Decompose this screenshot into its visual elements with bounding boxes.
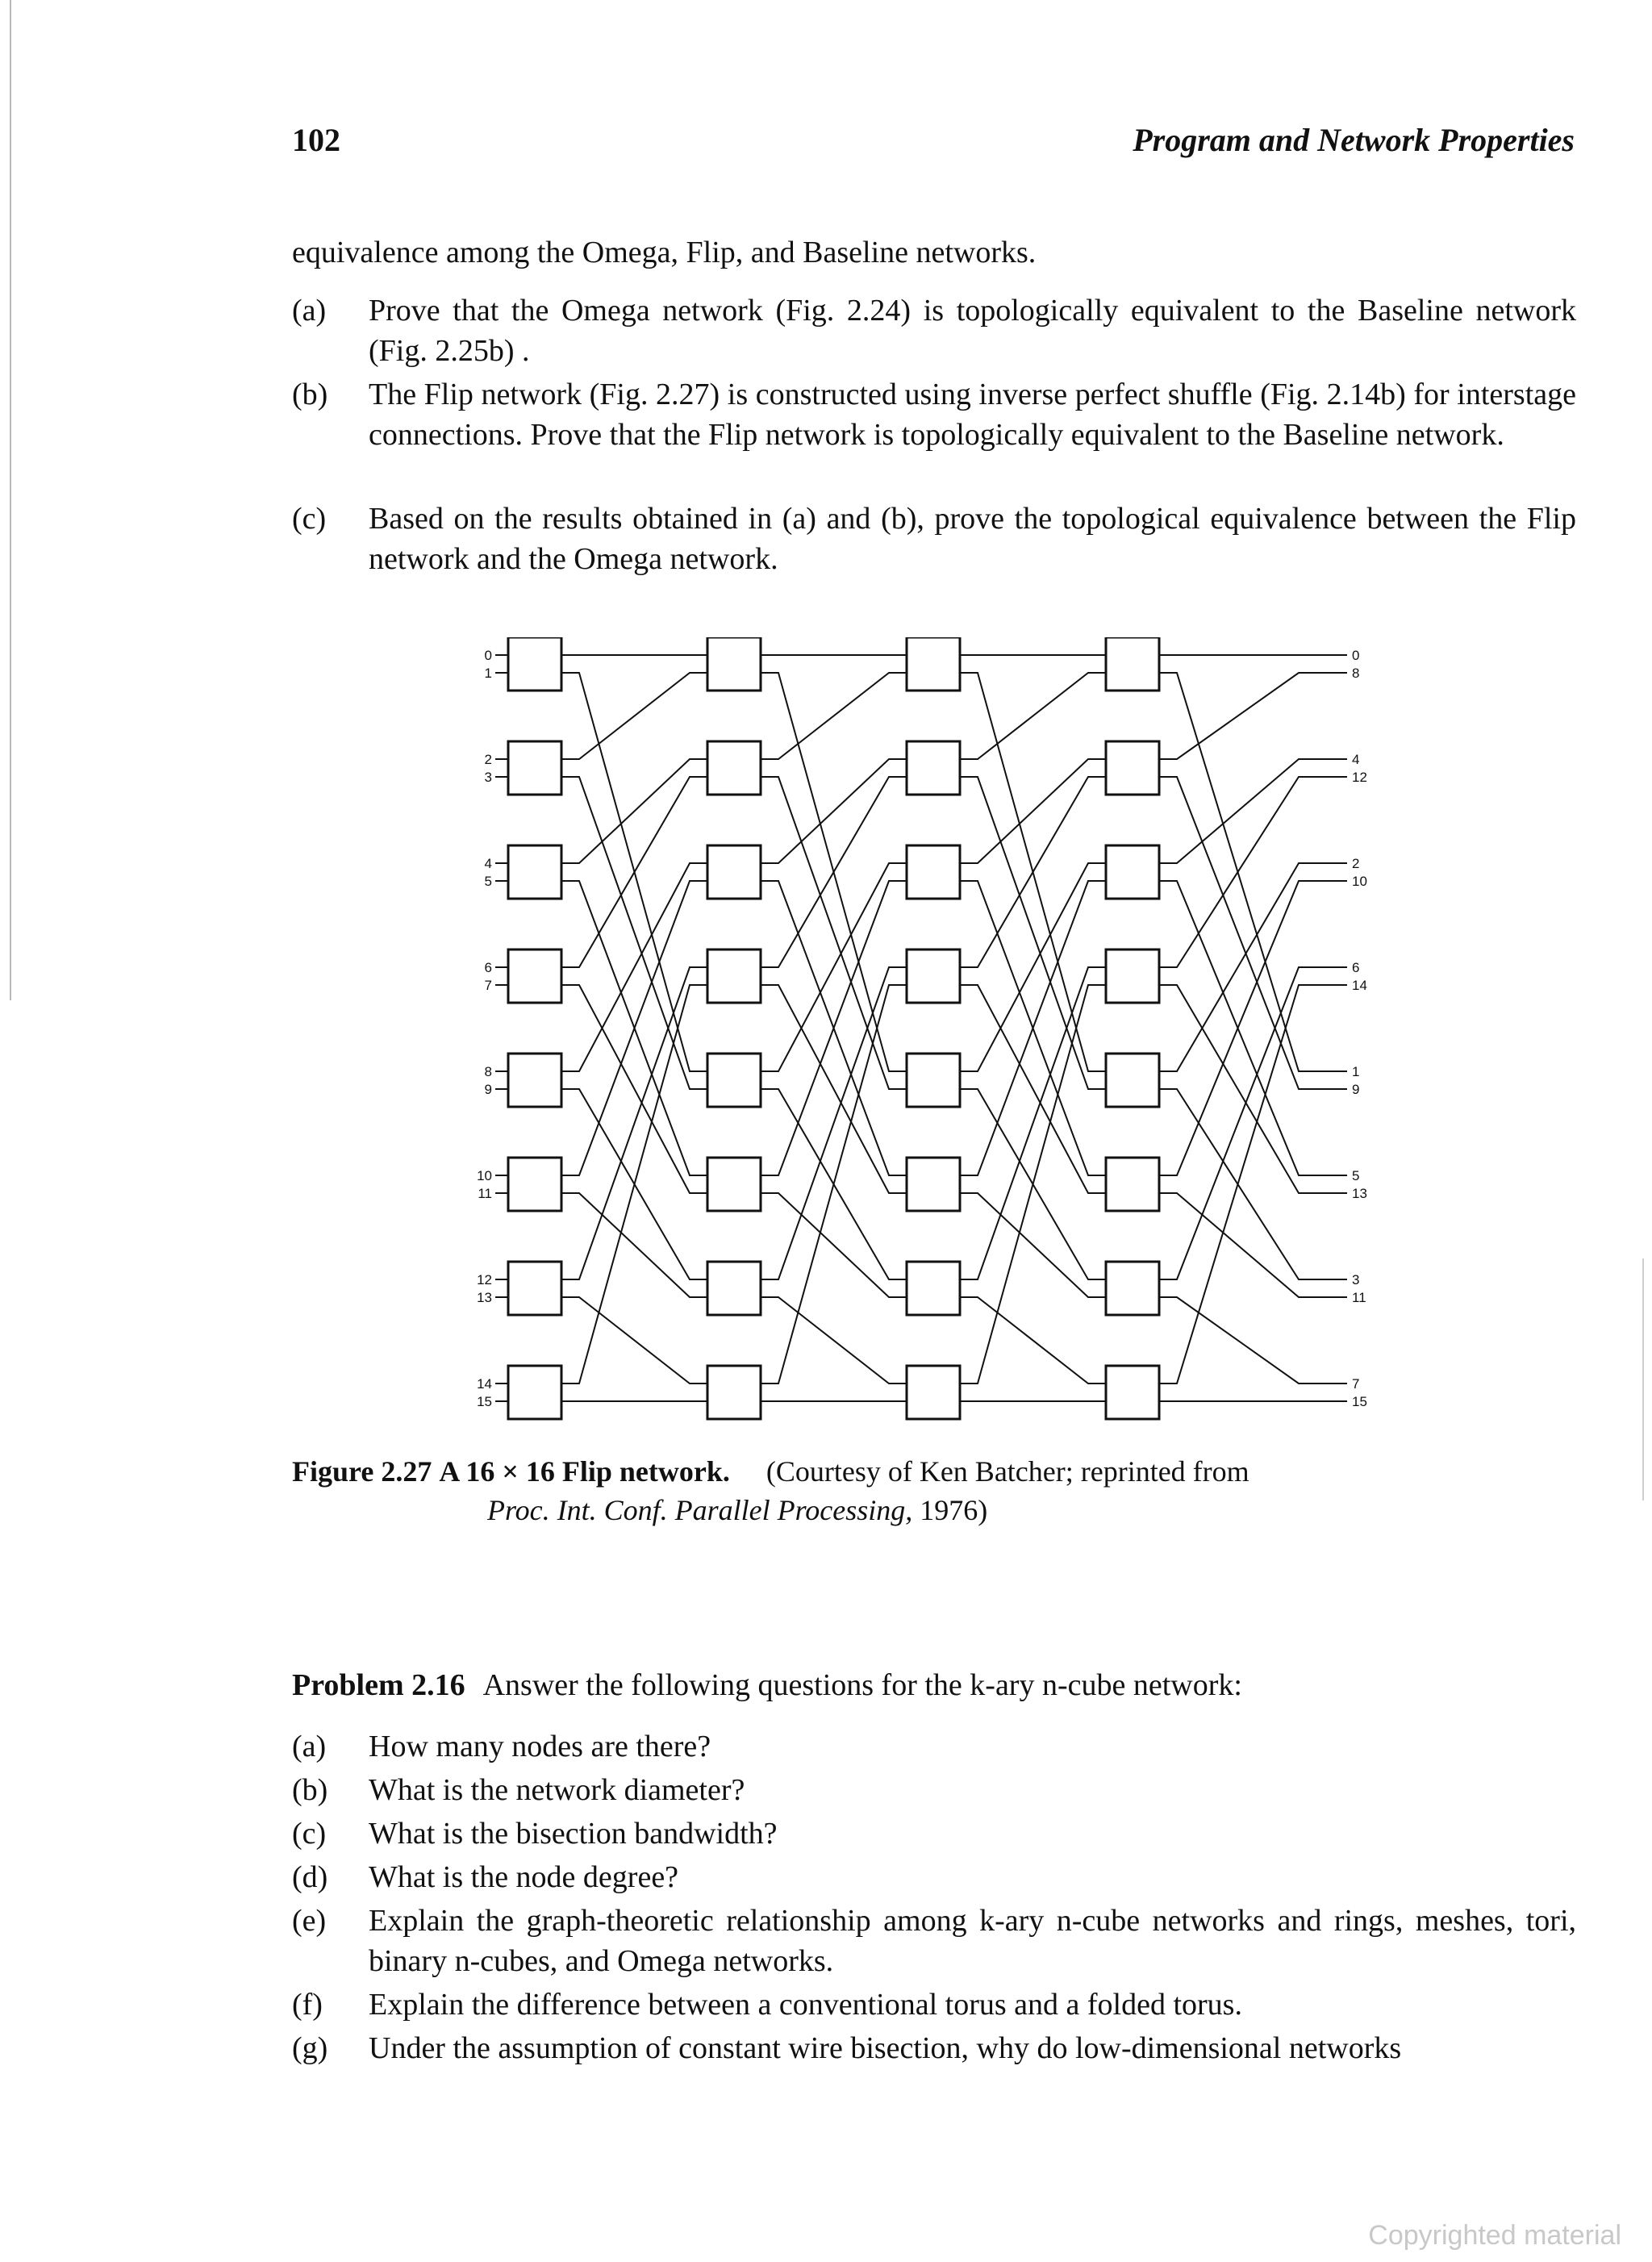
wire — [960, 759, 1106, 863]
wire — [960, 985, 1106, 1193]
item-label: (c) — [292, 502, 327, 536]
wire — [1159, 881, 1347, 1175]
wire — [1159, 673, 1347, 759]
wire — [761, 967, 907, 1279]
input-label: 2 — [484, 752, 492, 767]
wire — [960, 967, 1106, 1279]
input-label: 1 — [484, 666, 492, 681]
item-text: Prove that the Omega network (Fig. 2.24) is topologically equivalent to the Baseline network (Fig. 2.25b) . — [369, 294, 1576, 368]
wire — [561, 759, 707, 863]
item-text: Explain the graph-theoretic relationship among k-ary n-cube networks and rings, meshes, tori, binary n-cubes, and Omega networks. — [369, 1904, 1576, 1978]
scan-edge-line — [1642, 1258, 1644, 1500]
wire — [561, 863, 707, 1071]
wire — [960, 777, 1106, 1089]
item-text: Explain the difference between a conventional torus and a folded torus. — [369, 1988, 1242, 2022]
caption-label: Figure 2.27 — [292, 1455, 432, 1488]
switch-box — [707, 1366, 761, 1419]
wire — [960, 1193, 1106, 1297]
switch-box — [508, 1366, 561, 1419]
caption-year: 1976) — [920, 1494, 988, 1526]
switch-box — [1106, 1054, 1159, 1107]
item-label: (a) — [292, 294, 327, 328]
item-text: What is the network diameter? — [369, 1773, 745, 1807]
input-label: 5 — [484, 874, 492, 889]
flip-network-diagram — [476, 637, 1387, 1436]
switch-box — [1106, 1366, 1159, 1419]
output-label: 10 — [1352, 874, 1367, 889]
switch-box — [907, 845, 960, 899]
input-label: 9 — [484, 1082, 492, 1097]
input-label: 12 — [477, 1272, 492, 1288]
output-label: 1 — [1352, 1064, 1360, 1079]
wire — [1159, 881, 1347, 1175]
switch-box — [1106, 1262, 1159, 1315]
item-text: What is the node degree? — [369, 1860, 679, 1894]
switch-box — [508, 741, 561, 795]
caption-source: Proc. Int. Conf. Parallel Processing, — [487, 1494, 913, 1526]
switch-box — [508, 1262, 561, 1315]
switch-box — [907, 637, 960, 691]
input-label: 4 — [484, 856, 492, 871]
output-label: 13 — [1352, 1186, 1367, 1201]
output-label: 15 — [1352, 1394, 1367, 1409]
wire — [561, 985, 707, 1193]
output-label: 9 — [1352, 1082, 1360, 1097]
item-label: (f) — [292, 1988, 323, 2022]
input-label: 14 — [477, 1376, 492, 1392]
item-label: (b) — [292, 1773, 328, 1807]
problem-intro: Answer the following questions for the k-ary n-cube network: — [482, 1668, 1242, 1702]
caption-courtesy: (Courtesy of Ken Batcher; reprinted from — [766, 1455, 1249, 1488]
item-label: (e) — [292, 1904, 327, 1938]
item-label: (g) — [292, 2031, 328, 2065]
wire — [561, 1193, 707, 1297]
switch-box — [707, 1054, 761, 1107]
output-label: 14 — [1352, 978, 1367, 993]
item-label: (b) — [292, 378, 328, 411]
switch-box — [707, 637, 761, 691]
caption-title: A 16 × 16 Flip network. — [439, 1455, 730, 1488]
switch-box — [508, 845, 561, 899]
input-label: 0 — [484, 648, 492, 663]
switch-box — [1106, 949, 1159, 1003]
switch-box — [707, 845, 761, 899]
output-label: 12 — [1352, 770, 1367, 785]
wire — [960, 863, 1106, 1071]
switch-box — [1106, 637, 1159, 691]
switch-box — [907, 1054, 960, 1107]
switch-box — [907, 1366, 960, 1419]
switch-box — [907, 741, 960, 795]
output-label: 2 — [1352, 856, 1360, 871]
copyright-watermark: Copyrighted material — [1368, 2220, 1621, 2251]
switch-box — [508, 1054, 561, 1107]
input-label: 13 — [477, 1290, 492, 1305]
wire — [1159, 673, 1347, 1071]
problem-heading — [292, 1665, 1242, 1705]
item-text: The Flip network (Fig. 2.27) is constructed using inverse perfect shuffle (Fig. 2.14b) for interstage connections. Prove that the Flip network is topologically equivalent to the Baseline network. — [369, 378, 1576, 452]
switch-box — [707, 949, 761, 1003]
wire — [561, 967, 707, 1279]
wire — [761, 863, 907, 1071]
item-label: (d) — [292, 1860, 328, 1894]
wire — [761, 881, 907, 1175]
switch-box — [907, 1158, 960, 1211]
output-label: 0 — [1352, 648, 1360, 663]
item-text: How many nodes are there? — [369, 1730, 711, 1763]
item-text: What is the bisection bandwidth? — [369, 1817, 778, 1851]
output-label: 7 — [1352, 1376, 1360, 1392]
wire — [960, 881, 1106, 1175]
wire — [561, 777, 707, 1089]
page-number: 102 — [292, 122, 340, 158]
input-label: 3 — [484, 770, 492, 785]
wire — [1159, 967, 1347, 1279]
wire — [761, 759, 907, 863]
input-label: 10 — [477, 1168, 492, 1183]
output-label: 5 — [1352, 1168, 1360, 1183]
wire — [761, 1193, 907, 1297]
switch-box — [508, 637, 561, 691]
input-label: 7 — [484, 978, 492, 993]
item-label: (a) — [292, 1730, 327, 1763]
caption-source-line — [487, 1491, 987, 1530]
switch-box — [707, 1262, 761, 1315]
wire — [1159, 985, 1347, 1383]
switch-box — [1106, 845, 1159, 899]
wire — [561, 881, 707, 1175]
item-text: Under the assumption of constant wire bisection, why do low-dimensional networks — [369, 2031, 1402, 2065]
input-label: 8 — [484, 1064, 492, 1079]
wire — [1159, 777, 1347, 1089]
scan-edge-line — [10, 0, 11, 1000]
item-text: Based on the results obtained in (a) and (b), prove the topological equivalence between the Flip network and the Omega network. — [369, 502, 1576, 576]
input-label: 15 — [477, 1394, 492, 1409]
switch-box — [907, 1262, 960, 1315]
switch-box — [707, 1158, 761, 1211]
item-label: (c) — [292, 1817, 327, 1851]
output-label: 6 — [1352, 960, 1360, 975]
input-label: 11 — [478, 1186, 492, 1201]
switch-box — [1106, 741, 1159, 795]
switch-box — [707, 741, 761, 795]
intro-line: equivalence among the Omega, Flip, and Baseline networks. — [292, 236, 1037, 269]
problem-label: Problem 2.16 — [292, 1668, 465, 1702]
output-label: 3 — [1352, 1272, 1360, 1288]
switch-box — [1106, 1158, 1159, 1211]
switch-box — [907, 949, 960, 1003]
output-label: 11 — [1352, 1290, 1366, 1305]
running-title: Program and Network Properties — [1133, 122, 1575, 158]
figure-caption — [292, 1452, 1576, 1526]
wire — [761, 777, 907, 1089]
wire — [1159, 1297, 1347, 1383]
output-label: 8 — [1352, 666, 1360, 681]
output-label: 4 — [1352, 752, 1360, 767]
input-label: 6 — [484, 960, 492, 975]
switch-box — [508, 949, 561, 1003]
wire — [761, 985, 907, 1193]
switch-box — [508, 1158, 561, 1211]
